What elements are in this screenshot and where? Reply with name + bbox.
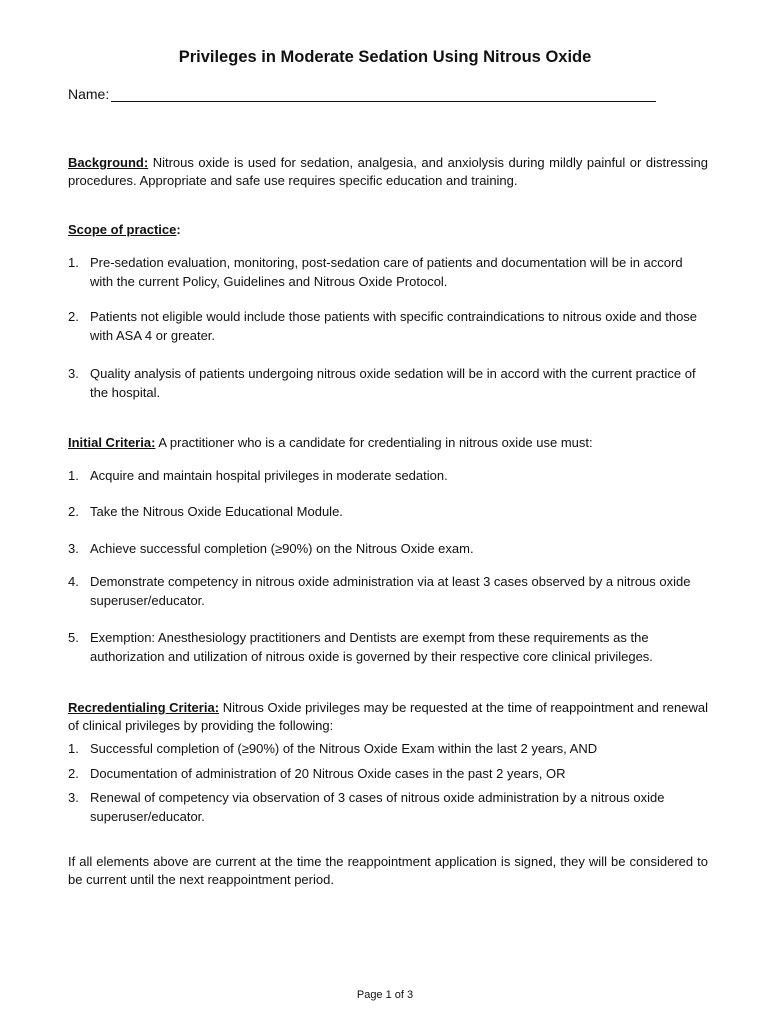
list-number: 4. xyxy=(68,574,79,589)
list-number: 3. xyxy=(68,790,79,805)
list-number: 2. xyxy=(68,309,79,324)
initial-item-1 xyxy=(68,466,708,485)
initial-item-3 xyxy=(68,539,708,558)
list-text: Exemption: Anesthesiology practitioners and Dentists are exempt from these requirements as the authorization and utilization of nitrous oxide is governed by their respective core clinical privileges. xyxy=(90,630,653,664)
scope-item-3 xyxy=(68,364,708,402)
name-field-row xyxy=(68,86,656,102)
scope-heading-row xyxy=(68,221,708,239)
scope-item-1 xyxy=(68,253,708,291)
initial-item-2 xyxy=(68,502,708,521)
closing-paragraph: If all elements above are current at the time the reappointment application is signed, they will be considered to be current until the next reappointment period. xyxy=(68,854,708,887)
initial-item-4 xyxy=(68,572,708,610)
background-heading: Background: xyxy=(68,155,149,170)
recred-item-1 xyxy=(68,739,708,758)
initial-criteria-paragraph xyxy=(68,434,708,452)
list-text: Documentation of administration of 20 Nitrous Oxide cases in the past 2 years, OR xyxy=(90,766,566,781)
initial-criteria-text: A practitioner who is a candidate for credentialing in nitrous oxide use must: xyxy=(158,435,593,450)
scope-item-2 xyxy=(68,307,708,345)
list-number: 1. xyxy=(68,741,79,756)
recredentialing-paragraph xyxy=(68,699,708,735)
scope-heading: Scope of practice xyxy=(68,222,177,237)
background-text: Nitrous oxide is used for sedation, analgesia, and anxiolysis during mildly painful or distressing procedures. Appropriate and safe use requires specific education and training. xyxy=(68,155,708,188)
list-text: Patients not eligible would include those patients with specific contraindications to nitrous oxide and those with ASA 4 or greater. xyxy=(90,309,698,343)
list-number: 1. xyxy=(68,468,79,483)
initial-item-5 xyxy=(68,628,708,666)
list-number: 2. xyxy=(68,766,79,781)
name-blank-line xyxy=(111,87,656,102)
list-text: Pre-sedation evaluation, monitoring, post-sedation care of patients and documentation will be in accord with the current Policy, Guidelines and Nitrous Oxide Protocol. xyxy=(90,255,683,289)
list-text: Demonstrate competency in nitrous oxide administration via at least 3 cases observed by a nitrous oxide superuser/educator. xyxy=(90,574,691,608)
list-text: Successful completion of (≥90%) of the Nitrous Oxide Exam within the last 2 years, AND xyxy=(90,741,598,756)
recred-item-2 xyxy=(68,764,708,783)
recred-item-3 xyxy=(68,788,708,826)
list-text: Renewal of competency via observation of 3 cases of nitrous oxide administration by a nitrous oxide superuser/educator. xyxy=(90,790,665,824)
list-text: Acquire and maintain hospital privileges in moderate sedation. xyxy=(90,468,448,483)
list-number: 5. xyxy=(68,630,79,645)
list-number: 3. xyxy=(68,366,79,381)
list-text: Achieve successful completion (≥90%) on the Nitrous Oxide exam. xyxy=(90,541,474,556)
document-title: Privileges in Moderate Sedation Using Nitrous Oxide xyxy=(178,48,592,66)
page-number: Page 1 of 3 xyxy=(356,989,414,1001)
list-text: Take the Nitrous Oxide Educational Module. xyxy=(90,504,343,519)
scope-heading-colon: : xyxy=(176,222,181,237)
list-number: 3. xyxy=(68,541,79,556)
initial-criteria-heading: Initial Criteria: xyxy=(68,435,156,450)
recredentialing-text: Nitrous Oxide privileges may be requested at the time of reappointment and renewal of clinical privileges by providing the following: xyxy=(68,700,708,733)
list-number: 2. xyxy=(68,504,79,519)
list-text: Quality analysis of patients undergoing nitrous oxide sedation will be in accord with the current practice of the hospital. xyxy=(90,366,696,400)
background-paragraph xyxy=(68,154,708,190)
name-label: Name: xyxy=(68,86,110,102)
list-number: 1. xyxy=(68,255,79,270)
recredentialing-heading: Recredentialing Criteria: xyxy=(68,700,220,715)
